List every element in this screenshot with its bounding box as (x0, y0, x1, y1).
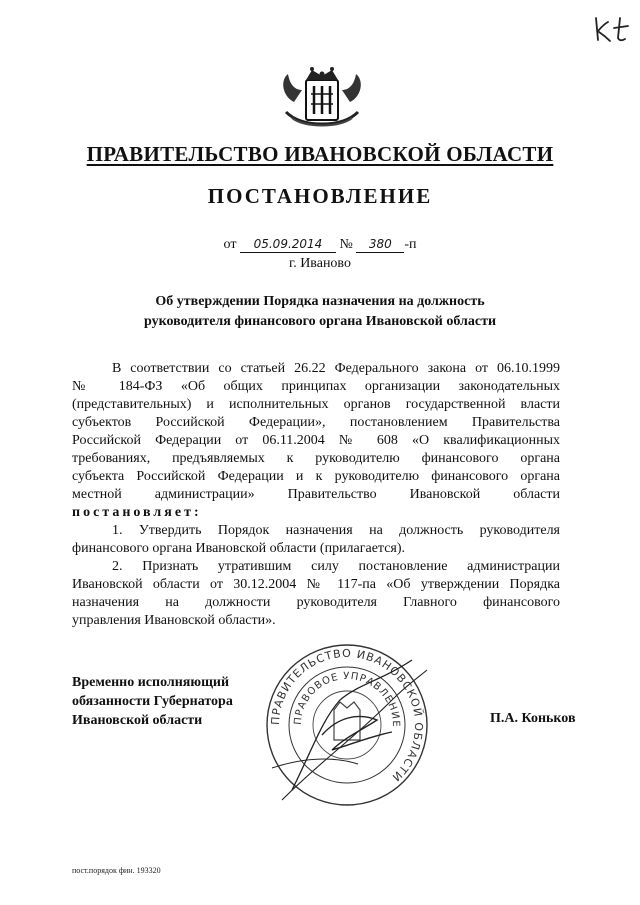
subject-line: руководителя финансового органа Ивановской области (143, 314, 497, 329)
number-label: № (339, 237, 353, 252)
document-date: 05.09.2014 (240, 237, 336, 253)
body-line: № 184-ФЗ «Об общих принципах организации законодательных (72, 379, 560, 394)
city: г. Иваново (289, 256, 351, 271)
number-suffix: -п (404, 237, 417, 252)
item-2-line: управления Ивановской области». (72, 613, 276, 628)
signer-title-line: Ивановской области (72, 713, 203, 728)
body-line: субъекта Российской Федерации и к руководителю финансового органа (72, 469, 560, 484)
body-line: субъектов Российской Федерации», постановлением Правительства (72, 415, 560, 430)
decree-word: постановляет: (72, 505, 202, 520)
signer-title-line: Временно исполняющий (72, 675, 230, 690)
signer-name: П.А. Коньков (490, 711, 576, 726)
item-2-line: Ивановской области от 30.12.2004 № 117-па «Об утверждении Порядка (72, 577, 560, 592)
from-label: от (223, 237, 237, 252)
signer-title-line: обязанности Губернатора (72, 694, 233, 709)
body-line: требованиях, предъявляемых к руководителю финансового органа (72, 451, 560, 466)
official-stamp-seal (262, 640, 432, 810)
handwritten-corner-mark (592, 14, 632, 44)
stamp-inner-text: ПРАВОВОЕ УПРАВЛЕНИЕ (292, 670, 402, 728)
coat-of-arms-emblem (276, 60, 368, 132)
item-1-line: 1. Утвердить Порядок назначения на должность руководителя (112, 523, 560, 538)
body-line: Российской Федерации от 06.11.2004 № 608 «О квалификационных (72, 433, 560, 448)
signer-title (72, 673, 233, 730)
body-line: (представительных) и исполнительных органов государственной власти (72, 397, 560, 412)
subject-line: Об утверждении Порядка назначения на должность (155, 294, 485, 309)
document-number: 380 (356, 237, 404, 253)
item-2-line: 2. Признать утратившим силу постановление администрации (112, 559, 560, 574)
decree-subject (0, 292, 640, 332)
svg-text:ПРАВОВОЕ УПРАВЛЕНИЕ (293, 671, 401, 728)
decree-body (72, 360, 560, 630)
item-1-line: финансового органа Ивановской области (прилагается). (72, 541, 406, 556)
document-type-title: ПОСТАНОВЛЕНИЕ (207, 184, 433, 208)
body-line: местной администрации» Правительство Ивановской области (72, 487, 560, 502)
file-reference: пост.порядок фин. 193320 (72, 866, 161, 875)
date-number-line (0, 237, 640, 253)
government-title: ПРАВИТЕЛЬСТВО ИВАНОВСКОЙ ОБЛАСТИ (86, 142, 554, 166)
stamp-outer-text: ПРАВИТЕЛЬСТВО ИВАНОВСКОЙ ОБЛАСТИ (268, 646, 426, 785)
item-2-line: назначения на должности руководителя Главного финансового (72, 595, 560, 610)
body-line: В соответствии со статьей 26.22 Федерального закона от 06.10.1999 (112, 361, 560, 376)
